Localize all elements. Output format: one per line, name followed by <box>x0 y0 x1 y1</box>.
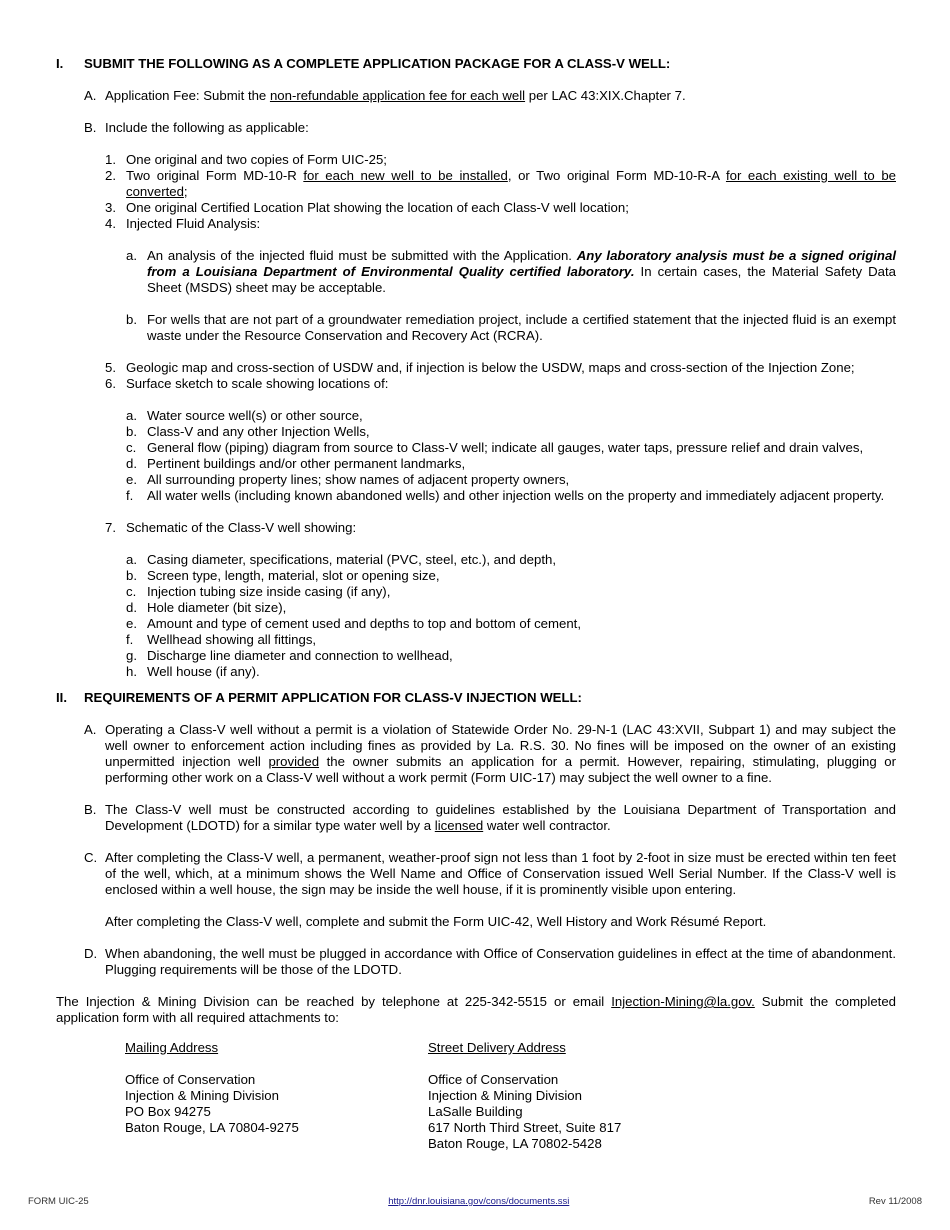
section-1-heading <box>56 56 896 72</box>
list-item-6: 6. Surface sketch to scale showing locations of: <box>105 376 389 391</box>
list-item-1: 1. One original and two copies of Form UIC-25; <box>105 152 387 167</box>
contact-paragraph: The Injection & Mining Division can be reached by telephone at 225-342-5515 or email Injection-Mining@la.gov. Submit the completed application form with all required attachments to: <box>56 994 896 1025</box>
list-item-3: 3. One original Certified Location Plat showing the location of each Class-V well location; <box>105 200 629 215</box>
sub-item: a. Water source well(s) or other source, <box>126 408 363 423</box>
section-number: I. <box>56 56 64 71</box>
sub-item: e. All surrounding property lines; show names of adjacent property owners, <box>126 472 570 487</box>
item-2c: C. After completing the Class-V well, a permanent, weather-proof sign not less than 1 foot by 2-foot in size must be erected within ten feet of the well, which, at a minimum shows the Well Name and Office of Conservation issued Well Serial Number. If the Class-V well is enclosed within a well house, the sign may be inside the well house, if it is prominently visible upon entering. <box>84 850 896 897</box>
sub-item: d. Hole diameter (bit size), <box>126 600 287 615</box>
sub-item-4a: a. An analysis of the injected fluid must be submitted with the Application. Any laboratory analysis must be a signed original from a Louisiana Department of Environmental Quality certified laboratory. In certain cases, the Material Safety Data Sheet (MSDS) sheet may be acceptable. <box>126 248 896 295</box>
page-footer <box>28 1196 922 1208</box>
sub-item: e. Amount and type of cement used and depths to top and bottom of cement, <box>126 616 582 631</box>
sub-item: h. Well house (if any). <box>126 664 260 679</box>
form-id: FORM UIC-25 <box>28 1196 89 1207</box>
sub-item: c. General flow (piping) diagram from source to Class-V well; indicate all gauges, water taps, pressure relief and drain valves, <box>126 440 864 455</box>
sub-item: b. Screen type, length, material, slot or opening size, <box>126 568 440 583</box>
sub-item: f. All water wells (including known abandoned wells) and other injection wells on the property and immediately adjacent property. <box>126 488 885 503</box>
sub-item: c. Injection tubing size inside casing (if any), <box>126 584 391 599</box>
street-address-heading: Street Delivery Address <box>428 1040 566 1055</box>
item-2a: A. Operating a Class-V well without a permit is a violation of Statewide Order No. 29-N-1 (LAC 43:XVII, Subpart 1) and may subject the well owner to enforcement action including fines as provided by La. R.S. 30. No fines will be imposed on the owner of an existing unpermitted injection well provided the owner submits an application for a permit. However, repairing, stimulating, plugging or performing other work on a Class-V well without a work permit (Form UIC-17) may subject the well owner to a fine. <box>84 722 896 785</box>
section-2-heading: II. REQUIREMENTS OF A PERMIT APPLICATION FOR CLASS-V INJECTION WELL: <box>56 690 582 705</box>
documents-link[interactable]: http://dnr.louisiana.gov/cons/documents.ssi <box>388 1196 570 1207</box>
list-item-2: 2. Two original Form MD-10-R for each new well to be installed, or Two original Form MD-10-R-A for each existing well to be converted; <box>105 168 896 199</box>
street-address: Street Delivery Address Office of Conservation Injection & Mining Division LaSalle Building 617 North Third Street, Suite 817 Baton Rouge, LA 70802-5428 <box>428 1040 622 1151</box>
mailing-address-heading: Mailing Address <box>125 1040 219 1055</box>
addresses <box>125 1040 896 1152</box>
sub-item: g. Discharge line diameter and connection to wellhead, <box>126 648 453 663</box>
list-item-7: 7. Schematic of the Class-V well showing: <box>105 520 357 535</box>
email-link[interactable]: Injection-Mining@la.gov. <box>611 994 755 1009</box>
item-1a <box>84 88 896 104</box>
sub-item-4b: b. For wells that are not part of a groundwater remediation project, include a certified statement that the injected fluid is an exempt waste under the Resource Conservation and Recovery Act (RCRA). <box>126 312 896 343</box>
revision-date: Rev 11/2008 <box>868 1196 922 1207</box>
item-label: A. <box>84 88 97 103</box>
sub-item: d. Pertinent buildings and/or other permanent landmarks, <box>126 456 466 471</box>
item-text: Application Fee: Submit the non-refundable application fee for each well per LAC 43:XIX.Chapter 7. <box>105 88 686 103</box>
item-2c-note: After completing the Class-V well, complete and submit the Form UIC-42, Well History and Work Résumé Report. <box>105 914 767 929</box>
sub-item: f. Wellhead showing all fittings, <box>126 632 317 647</box>
list-item-5: 5. Geologic map and cross-section of USDW and, if injection is below the USDW, maps and cross-section of the Injection Zone; <box>105 360 855 375</box>
item-2b: B. The Class-V well must be constructed according to guidelines established by the Louisiana Department of Transportation and Development (LDOTD) for a similar type water well by a licensed water well contractor. <box>84 802 896 833</box>
item-text: Include the following as applicable: <box>105 120 309 135</box>
sub-item: b. Class-V and any other Injection Wells, <box>126 424 370 439</box>
section-title: SUBMIT THE FOLLOWING AS A COMPLETE APPLICATION PACKAGE FOR A CLASS-V WELL: <box>84 56 671 71</box>
item-2d: D. When abandoning, the well must be plugged in accordance with Office of Conservation guidelines in effect at the time of abandonment. Plugging requirements will be those of the LDOTD. <box>84 946 896 977</box>
item-1b <box>84 120 896 136</box>
list-item-4: 4. Injected Fluid Analysis: <box>105 216 261 231</box>
mailing-address: Mailing Address Office of Conservation Injection & Mining Division PO Box 94275 Baton Rouge, LA 70804-9275 <box>125 1040 299 1135</box>
document-page <box>56 56 896 1152</box>
sub-item: a. Casing diameter, specifications, material (PVC, steel, etc.), and depth, <box>126 552 557 567</box>
item-label: B. <box>84 120 97 135</box>
